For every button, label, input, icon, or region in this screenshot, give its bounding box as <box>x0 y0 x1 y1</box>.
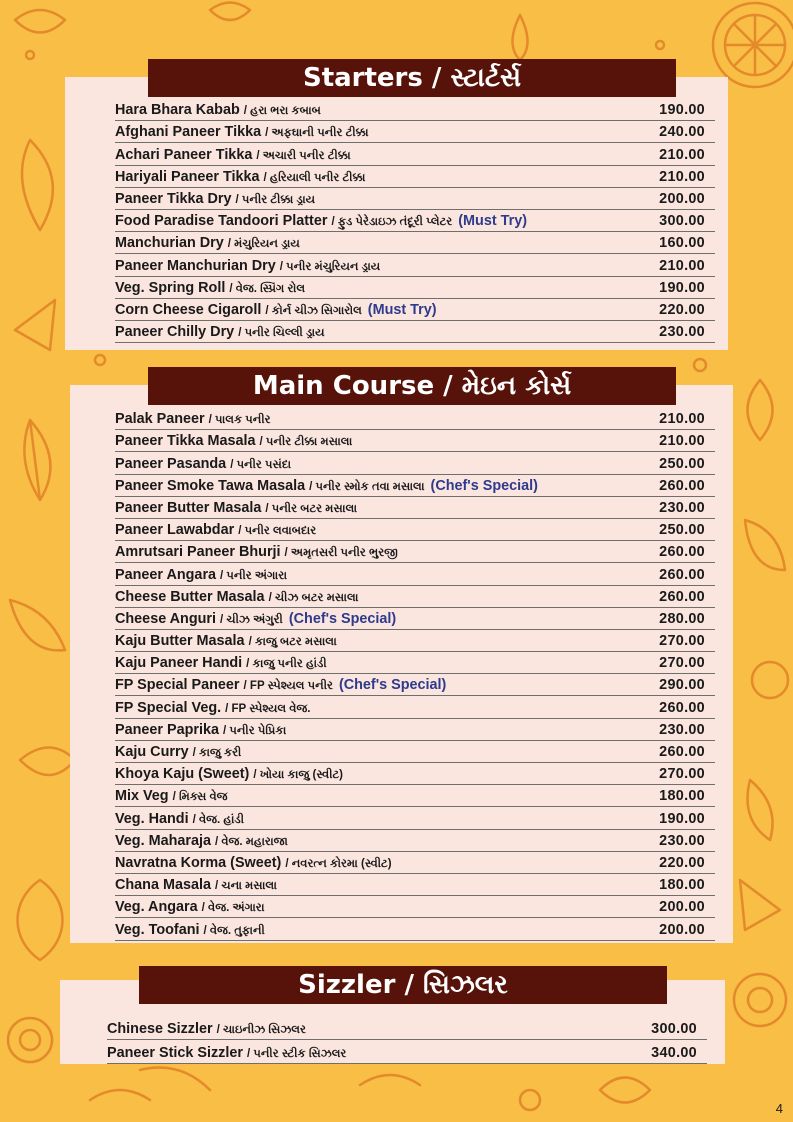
dish-name-english: Afghani Paneer Tikka <box>115 124 262 141</box>
menu-item-name <box>107 1021 306 1037</box>
dish-name-english: Cheese Anguri <box>115 610 217 627</box>
menu-item-name <box>115 633 337 649</box>
dish-name-english: Paneer Tikka Masala <box>115 433 256 450</box>
dish-name-english: Hariyali Paneer Tikka <box>115 168 260 185</box>
menu-item-name <box>115 811 244 827</box>
menu-item-row <box>115 299 715 321</box>
dish-name-gujarati: / પનીર ટીક્કા મસાલા <box>259 436 353 449</box>
menu-item-row <box>115 121 715 143</box>
dish-name-english: FP Special Veg. <box>115 699 222 716</box>
dish-name-english: Navratna Korma (Sweet) <box>115 854 282 871</box>
menu-item-row <box>115 785 715 807</box>
dish-name-english: Corn Cheese Cigaroll <box>115 301 262 318</box>
main-course-banner: Main Course / મેઇન કોર્સ <box>148 367 676 405</box>
dish-name-english: Mix Veg <box>115 788 169 805</box>
menu-item-price: 180.00 <box>659 877 705 894</box>
menu-item-name <box>115 744 241 760</box>
menu-item-price: 200.00 <box>659 921 705 938</box>
menu-item-row <box>115 763 715 785</box>
menu-item-row <box>115 321 715 343</box>
menu-item-name <box>115 899 265 915</box>
menu-item-row <box>115 210 715 232</box>
menu-item-row <box>107 1016 707 1040</box>
menu-item-price: 210.00 <box>659 257 705 274</box>
menu-item-price: 230.00 <box>659 499 705 516</box>
menu-item-name <box>115 567 287 583</box>
dish-name-english: Amrutsari Paneer Bhurji <box>115 544 281 561</box>
menu-item-price: 220.00 <box>659 854 705 871</box>
menu-item-row <box>115 830 715 852</box>
menu-item-name <box>115 766 343 782</box>
menu-item-price: 220.00 <box>659 301 705 318</box>
menu-item-name <box>115 855 392 871</box>
dish-name-english: FP Special Paneer <box>115 677 240 694</box>
menu-item-name <box>115 877 277 893</box>
menu-item-row <box>115 696 715 718</box>
dish-name-english: Paneer Pasanda <box>115 455 227 472</box>
dish-name-gujarati: / FP સ્પેશ્યલ વેજ. <box>225 702 311 715</box>
dish-name-gujarati: / વેજ. હાંડી <box>192 813 244 826</box>
menu-item-price: 200.00 <box>659 190 705 207</box>
menu-item-name <box>115 544 398 560</box>
menu-item-name <box>115 258 380 274</box>
dish-name-gujarati: / પાલક પનીર <box>208 414 271 427</box>
dish-name-english: Paneer Paprika <box>115 721 219 738</box>
menu-item-price: 290.00 <box>659 677 705 694</box>
menu-item-name <box>115 722 286 738</box>
menu-item-row <box>115 430 715 452</box>
special-tag: (Chef's Special) <box>338 677 447 694</box>
dish-name-english: Manchurian Dry <box>115 235 224 252</box>
menu-item-name <box>115 235 300 251</box>
menu-item-row <box>115 254 715 276</box>
dish-name-english: Chinese Sizzler <box>107 1021 213 1037</box>
menu-item-row <box>115 408 715 430</box>
menu-item-price: 340.00 <box>651 1045 697 1061</box>
menu-item-row <box>115 452 715 474</box>
menu-item-name <box>115 500 357 516</box>
menu-item-name <box>115 788 228 804</box>
dish-name-english: Kaju Butter Masala <box>115 633 245 650</box>
dish-name-english: Paneer Manchurian Dry <box>115 257 276 274</box>
menu-item-name <box>115 411 271 427</box>
dish-name-english: Cheese Butter Masala <box>115 588 265 605</box>
menu-item-price: 210.00 <box>659 168 705 185</box>
menu-item-price: 210.00 <box>659 433 705 450</box>
menu-item-price: 190.00 <box>659 279 705 296</box>
menu-item-price: 260.00 <box>659 544 705 561</box>
dish-name-gujarati: / પનીર પેપ્રિકા <box>223 724 287 737</box>
menu-item-name <box>115 191 315 207</box>
dish-name-gujarati: / પનીર સ્ટીક સિઝલર <box>246 1048 347 1060</box>
dish-name-english: Khoya Kaju (Sweet) <box>115 766 250 783</box>
menu-item-name <box>115 147 351 163</box>
menu-item-row <box>115 475 715 497</box>
dish-name-gujarati: / પનીર ચિલ્લી ડ્રાય <box>238 327 325 340</box>
dish-name-english: Paneer Angara <box>115 566 217 583</box>
dish-name-gujarati: / પનીર પસંદા <box>230 458 292 471</box>
menu-item-price: 300.00 <box>651 1021 697 1037</box>
menu-item-row <box>115 852 715 874</box>
dish-name-gujarati: / ચાઇનીઝ સિઝલર <box>216 1024 306 1036</box>
dish-name-gujarati: / ફુડ પેરેડાઇઝ તંદૂરી પ્લેટર <box>331 216 453 229</box>
special-tag: (Must Try) <box>458 213 528 230</box>
dish-name-english: Palak Paneer <box>115 411 205 428</box>
menu-item-row <box>115 541 715 563</box>
dish-name-gujarati: / ખોયા કાજુ (સ્વીટ) <box>253 769 344 782</box>
menu-item-name <box>115 324 325 340</box>
dish-name-english: Paneer Stick Sizzler <box>107 1045 243 1061</box>
dish-name-gujarati: / વેજ. અંગારા <box>201 902 265 915</box>
menu-item-price: 270.00 <box>659 766 705 783</box>
menu-item-name <box>115 833 288 849</box>
dish-name-gujarati: / ચીઝ બટર મસાલા <box>268 591 359 604</box>
dish-name-english: Hara Bhara Kabab <box>115 102 240 119</box>
dish-name-gujarati: / મિક્સ વેજ <box>172 791 228 804</box>
menu-item-price: 250.00 <box>659 455 705 472</box>
dish-name-english: Veg. Toofani <box>115 921 200 938</box>
dish-name-english: Paneer Chilly Dry <box>115 324 235 341</box>
dish-name-english: Paneer Smoke Tawa Masala <box>115 477 306 494</box>
menu-item-price: 230.00 <box>659 721 705 738</box>
dish-name-gujarati: / કાજુ પનીર હાંડી <box>246 658 327 671</box>
menu-item-name <box>115 433 352 449</box>
menu-item-name <box>115 456 291 472</box>
starters-list <box>115 99 715 343</box>
menu-item-name <box>115 302 437 318</box>
menu-item-row <box>115 674 715 696</box>
dish-name-english: Paneer Lawabdar <box>115 522 235 539</box>
menu-item-name <box>115 922 265 938</box>
dish-name-gujarati: / FP સ્પેશ્યલ પનીર <box>243 680 333 693</box>
menu-item-row <box>115 608 715 630</box>
page-number: 4 <box>775 1101 783 1116</box>
menu-item-name <box>115 677 446 693</box>
menu-item-price: 240.00 <box>659 124 705 141</box>
menu-item-row <box>115 143 715 165</box>
dish-name-gujarati: / પનીર સ્મોક તવા મસાલા <box>309 480 425 493</box>
menu-item-price: 230.00 <box>659 324 705 341</box>
menu-item-price: 260.00 <box>659 744 705 760</box>
menu-item-row <box>115 741 715 763</box>
dish-name-gujarati: / મંચુરિયન ડ્રાય <box>227 238 300 251</box>
menu-item-name <box>115 102 321 118</box>
menu-item-row <box>115 874 715 896</box>
menu-item-price: 260.00 <box>659 588 705 605</box>
menu-item-name <box>115 655 327 671</box>
menu-item-row <box>115 807 715 829</box>
menu-item-name <box>115 611 396 627</box>
dish-name-gujarati: / ચના મસાલા <box>214 880 277 893</box>
dish-name-english: Chana Masala <box>115 877 211 894</box>
menu-item-name <box>115 169 365 185</box>
dish-name-gujarati: / અમૃતસરી પનીર ભુરજી <box>284 547 398 560</box>
menu-item-row <box>107 1040 707 1064</box>
dish-name-english: Veg. Spring Roll <box>115 279 226 296</box>
dish-name-gujarati: / વેજ. સ્પ્રિંગ રોલ <box>229 282 306 295</box>
sizzler-banner: Sizzler / સિઝલર <box>139 966 667 1004</box>
dish-name-gujarati: / વેજ. તુફાની <box>203 924 265 937</box>
menu-item-row <box>115 232 715 254</box>
menu-item-row <box>115 586 715 608</box>
dish-name-gujarati: / હરિયાલી પનીર ટીક્કા <box>263 171 366 184</box>
menu-item-name <box>115 280 305 296</box>
dish-name-english: Paneer Tikka Dry <box>115 190 232 207</box>
menu-item-row <box>115 188 715 210</box>
menu-item-name <box>115 124 369 140</box>
dish-name-gujarati: / પનીર લવાબદાર <box>238 525 317 538</box>
menu-item-price: 300.00 <box>659 213 705 230</box>
dish-name-gujarati: / કાજુ કરી <box>192 747 242 759</box>
dish-name-english: Veg. Angara <box>115 899 198 916</box>
dish-name-english: Kaju Paneer Handi <box>115 655 243 672</box>
menu-item-price: 210.00 <box>659 411 705 428</box>
menu-item-price: 260.00 <box>659 699 705 716</box>
sizzler-list <box>107 1016 707 1064</box>
menu-item-row <box>115 918 715 940</box>
menu-item-name <box>115 522 316 538</box>
menu-item-row <box>115 497 715 519</box>
menu-item-row <box>115 166 715 188</box>
menu-item-price: 250.00 <box>659 522 705 539</box>
dish-name-english: Achari Paneer Tikka <box>115 146 253 163</box>
dish-name-english: Veg. Maharaja <box>115 832 211 849</box>
menu-item-row <box>115 277 715 299</box>
dish-name-english: Paneer Butter Masala <box>115 499 262 516</box>
dish-name-gujarati: / નવરત્ન કોરમા (સ્વીટ) <box>285 857 392 870</box>
special-tag: (Must Try) <box>367 301 437 318</box>
menu-item-price: 230.00 <box>659 832 705 849</box>
menu-item-row <box>115 652 715 674</box>
dish-name-gujarati: / કાજુ બટર મસાલા <box>248 636 337 649</box>
main-course-list <box>115 408 715 941</box>
starters-banner: Starters / સ્ટાર્ટર્સ <box>148 59 676 97</box>
dish-name-gujarati: / ચીઝ અંગુરી <box>220 613 283 626</box>
menu-item-price: 160.00 <box>659 235 705 252</box>
menu-item-name <box>115 213 527 229</box>
special-tag: (Chef's Special) <box>288 610 397 627</box>
dish-name-gujarati: / પનીર મંચુરિયન ડ્રાય <box>279 260 381 273</box>
dish-name-english: Kaju Curry <box>115 744 189 760</box>
menu-item-price: 210.00 <box>659 146 705 163</box>
dish-name-gujarati: / પનીર બટર મસાલા <box>265 502 358 515</box>
menu-item-row <box>115 719 715 741</box>
menu-item-name <box>107 1045 346 1061</box>
dish-name-gujarati: / પનીર અંગારા <box>220 569 288 582</box>
menu-item-row <box>115 630 715 652</box>
menu-item-price: 190.00 <box>659 810 705 827</box>
dish-name-gujarati: / અફઘાની પનીર ટીક્કા <box>265 127 369 140</box>
menu-item-price: 180.00 <box>659 788 705 805</box>
menu-item-price: 270.00 <box>659 655 705 672</box>
menu-item-name <box>115 589 358 605</box>
menu-item-row <box>115 896 715 918</box>
dish-name-gujarati: / પનીર ટીક્કા ડ્રાય <box>235 193 316 206</box>
menu-item-price: 260.00 <box>659 477 705 494</box>
dish-name-gujarati: / હરા ભરા કબાબ <box>243 105 321 118</box>
menu-item-price: 280.00 <box>659 610 705 627</box>
menu-item-name <box>115 700 311 716</box>
dish-name-gujarati: / અચારી પનીર ટીક્કા <box>256 149 351 162</box>
menu-item-row <box>115 99 715 121</box>
dish-name-english: Veg. Handi <box>115 810 189 827</box>
menu-item-row <box>115 519 715 541</box>
special-tag: (Chef's Special) <box>430 477 538 494</box>
menu-item-price: 260.00 <box>659 566 705 583</box>
menu-item-price: 270.00 <box>659 633 705 650</box>
dish-name-english: Food Paradise Tandoori Platter <box>115 213 328 230</box>
dish-name-gujarati: / વેજ. મહારાજા <box>214 835 288 848</box>
menu-item-price: 200.00 <box>659 899 705 916</box>
dish-name-gujarati: / કોર્ન ચીઝ સિગારોલ <box>265 304 362 317</box>
menu-item-row <box>115 563 715 585</box>
menu-item-name <box>115 478 538 494</box>
menu-item-price: 190.00 <box>659 102 705 119</box>
